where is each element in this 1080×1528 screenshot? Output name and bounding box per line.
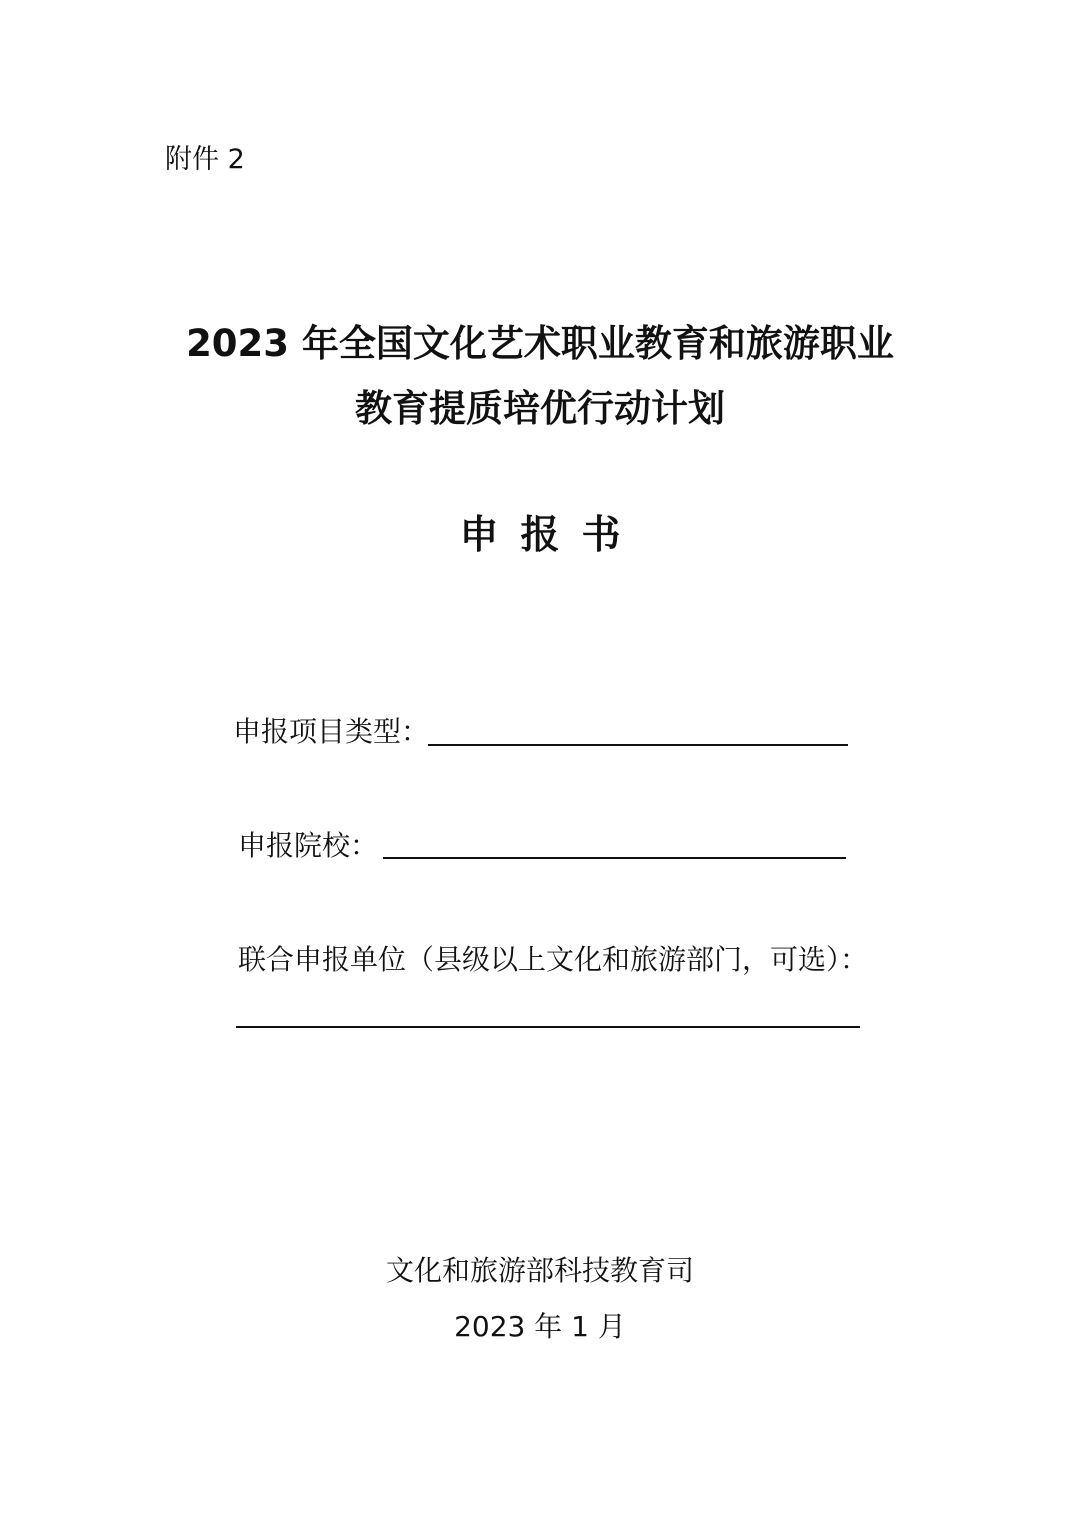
issue-date: 2023 年 1 月 <box>454 1310 626 1343</box>
document-title-line-2: 教育提质培优行动计划 <box>355 387 725 430</box>
project-type-blank-line <box>428 744 848 746</box>
attachment-label: 附件 2 <box>165 144 245 175</box>
document-type-heading: 申报书 <box>459 513 643 558</box>
school-label: 申报院校： <box>238 829 379 862</box>
joint-unit-blank-line <box>236 1026 860 1028</box>
document-title-line-1: 2023 年全国文化艺术职业教育和旅游职业 <box>186 322 894 365</box>
joint-unit-label: 联合申报单位（县级以上文化和旅游部门，可选）： <box>238 943 869 976</box>
project-type-label: 申报项目类型： <box>233 715 430 748</box>
school-blank-line <box>383 857 846 859</box>
issuer-name: 文化和旅游部科技教育司 <box>385 1254 694 1287</box>
